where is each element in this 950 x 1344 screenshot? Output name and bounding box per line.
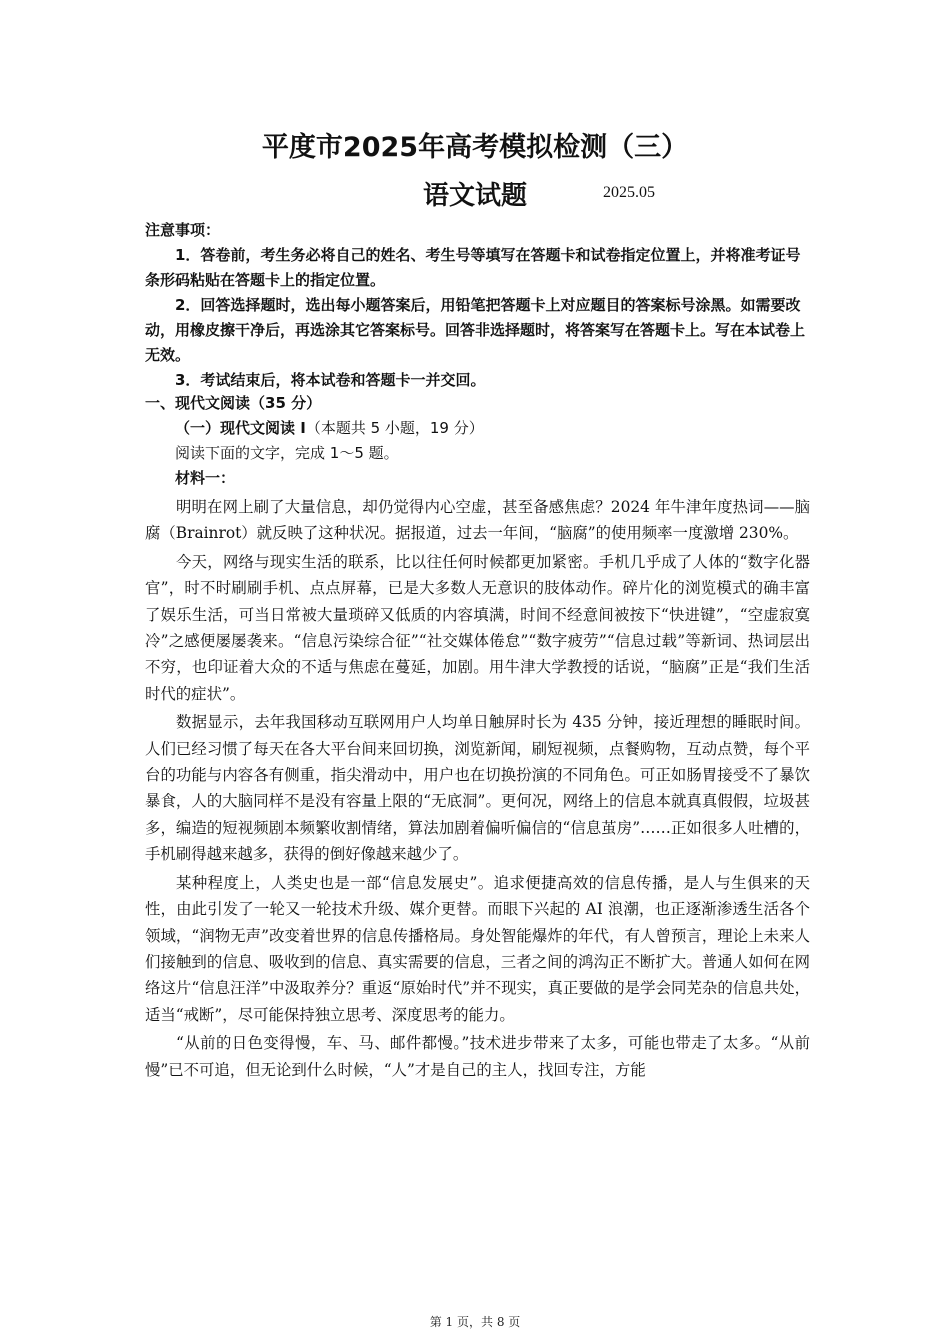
exam-subject: 语文试题 — [422, 181, 527, 211]
passage-paragraph: 明明在网上刷了大量信息，却仍觉得内心空虚，甚至备感焦虑？2024 年牛津年度热词——脑腐（Brainrot）就反映了这种状况。据报道，过去一年间，“脑腐”的使用频率一度激增 230%。 — [145, 498, 810, 543]
page-footer: 第 1 页，共 8 页 — [429, 1315, 521, 1329]
passage-paragraph: “从前的日色变得慢，车、马、邮件都慢。”技术进步带来了太多，可能也带走了太多。“从前慢”已不可追，但无论到什么时候，“人”才是自己的主人，找回专注，方能 — [145, 1034, 810, 1079]
passage-paragraph: 数据显示，去年我国移动互联网用户人均单日触屏时长为 435 分钟，接近理想的睡眠时间。人们已经习惯了每天在各大平台间来回切换，浏览新闻，刷短视频，点餐购物，互动点赞，每个平台的功能与内容各有侧重，指尖滑动中，用户也在切换扮演的不同角色。可正如肠胃接受不了暴饮暴食，人的大脑同样不是没有容量上限的“无底洞”。更何况，网络上的信息本就真真假假，垃圾甚多，编造的短视频剧本频繁收割情绪，算法加剧着偏听偏信的“信息茧房”……正如很多人吐槽的，手机刷得越来越多，获得的倒好像越来越少了。 — [145, 713, 810, 864]
subsection-heading — [145, 416, 815, 441]
subtitle-row — [0, 175, 950, 215]
reading-instruction: 阅读下面的文字，完成 1～5 题。 — [175, 444, 399, 462]
notice-block — [145, 218, 815, 393]
passage-body — [145, 494, 810, 1085]
notice-item: 2．回答选择题时，选出每小题答案后，用铅笔把答题卡上对应题目的答案标号涂黑。如需要改动，用橡皮擦干净后，再选涂其它答案标号。回答非选择题时，将答案写在答题卡上。写在本试卷上无效。 — [145, 296, 806, 364]
section-header — [145, 391, 815, 491]
exam-date: 2025.05 — [603, 184, 655, 201]
subsection-note: （本题共 5 小题，19 分） — [305, 419, 484, 437]
notice-item: 3．考试结束后，将本试卷和答题卡一并交回。 — [175, 371, 486, 389]
subsection-title: （一）现代文阅读 I — [175, 419, 306, 437]
material-label: 材料一： — [175, 469, 236, 487]
section-heading: 一、现代文阅读（35 分） — [145, 394, 322, 412]
notice-item: 1．答卷前，考生务必将自己的姓名、考生号等填写在答题卡和试卷指定位置上，并将准考证号条形码粘贴在答题卡上的指定位置。 — [145, 246, 801, 289]
notice-heading: 注意事项： — [145, 221, 221, 239]
passage-paragraph: 今天，网络与现实生活的联系，比以往任何时候都更加紧密。手机几乎成了人体的“数字化器官”，时不时刷刷手机、点点屏幕，已是大多数人无意识的肢体动作。碎片化的浏览模式的确丰富了娱乐生活，可当日常被大量琐碎又低质的内容填满，时间不经意间被按下“快进键”，“空虚寂寞冷”之感便屡屡袭来。“信息污染综合征”“社交媒体倦怠”“数字疲劳”“信息过载”等新词、热词层出不穷，也印证着大众的不适与焦虑在蔓延，加剧。用牛津大学教授的话说，“脑腐”正是“我们生活时代的症状”。 — [145, 552, 810, 703]
exam-title: 平度市2025年高考模拟检测（三） — [261, 132, 689, 163]
passage-paragraph: 某种程度上，人类史也是一部“信息发展史”。追求便捷高效的信息传播，是人与生俱来的天性，由此引发了一轮又一轮技术升级、媒介更替。而眼下兴起的 AI 浪潮，也正逐渐渗透生活各个领域，“润物无声”改变着世界的信息传播格局。身处智能爆炸的年代，有人曾预言，理论上未来人们接触到的信息、吸收到的信息、真实需要的信息，三者之间的鸿沟正不断扩大。普通人如何在网络这片“信息汪洋”中汲取养分？重返“原始时代”并不现实，真正要做的是学会同芜杂的信息共处，适当“戒断”，尽可能保持独立思考、深度思考的能力。 — [145, 873, 810, 1024]
